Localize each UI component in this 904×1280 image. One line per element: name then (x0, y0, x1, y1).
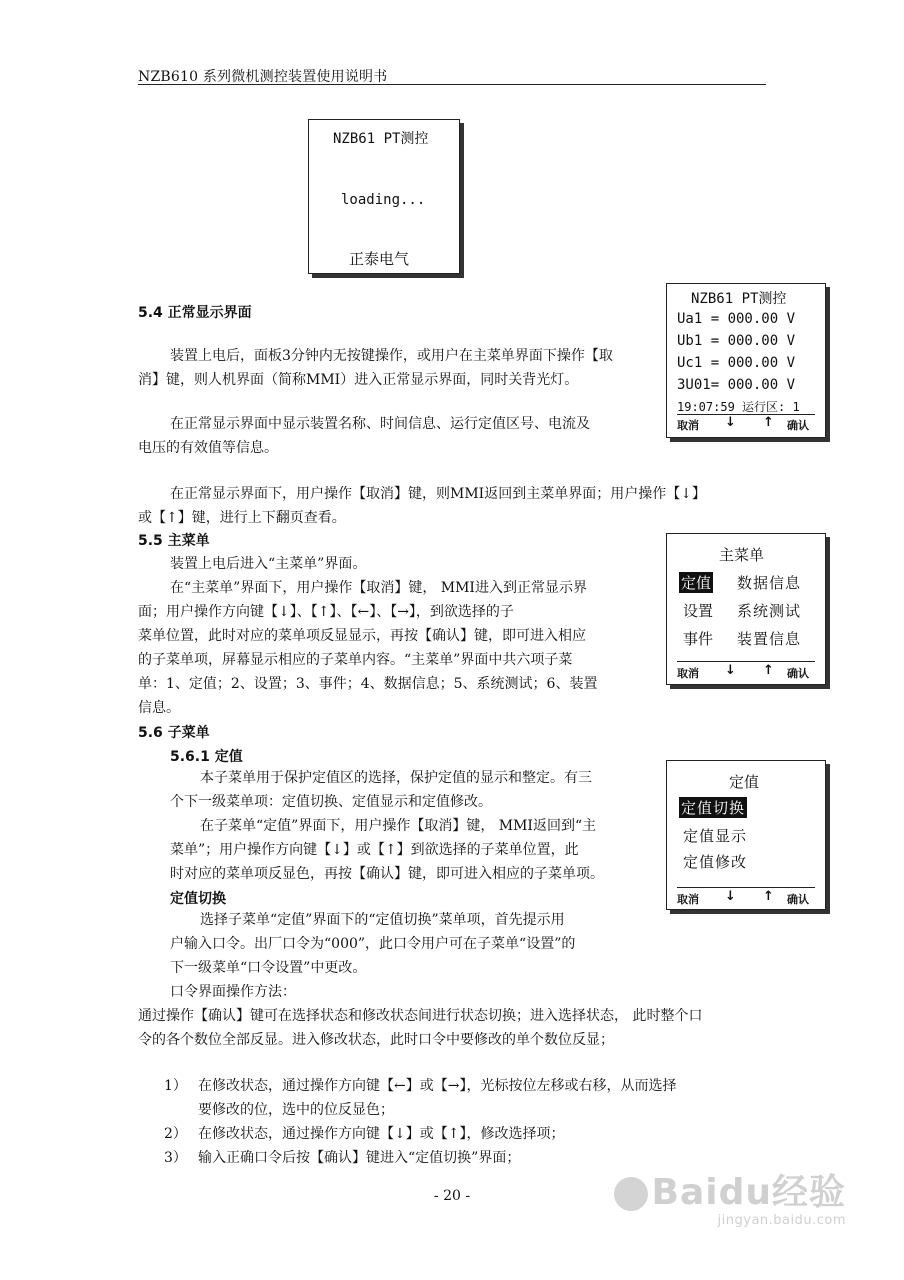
list-number-2: 2） (164, 1126, 187, 1142)
normal-footer-rule (677, 414, 815, 415)
normal-display-screen (666, 283, 826, 438)
watermark (614, 1164, 846, 1228)
s55-p2c: 菜单位置，此时对应的菜单项反显显示，再按【确认】键，即可进入相应 (138, 628, 586, 644)
s55-p2b: 面；用户操作方向键【↓】、【↑】、【←】、【→】，到欲选择的子 (138, 604, 514, 620)
document-header: NZB610 系列微机测控装置使用说明书 (138, 69, 388, 85)
heading-setting-switch: 定值切换 (170, 891, 226, 907)
s56-p4: 口令界面操作方法： (170, 984, 296, 1000)
normal-screen-title: NZB61 PT测控 (691, 291, 787, 307)
footer-cancel-label: 取消 (677, 893, 699, 906)
section-heading-5-5: 5.5 主菜单 (138, 533, 210, 549)
s55-p1: 装置上电后进入“主菜单”界面。 (170, 556, 367, 572)
boot-brand: 正泰电气 (349, 250, 410, 268)
s55-p2e: 单：1、定值；2、设置；3、事件；4、数据信息；5、系统测试；6、装置 (138, 676, 598, 692)
arrow-up-icon: ↑ (763, 663, 774, 678)
list-number-3: 3） (164, 1150, 187, 1166)
footer-confirm-label: 确认 (787, 667, 809, 680)
s56-p3c: 下一级菜单“口令设置”中更改。 (170, 960, 367, 976)
boot-screen (308, 119, 460, 274)
section-heading-5-4: 5.4 正常显示界面 (138, 305, 252, 321)
normal-row-3u01: 3U01= 000.00 V (677, 377, 796, 393)
setting-submenu-screen (666, 760, 826, 910)
setting-item-modify: 定值修改 (683, 853, 748, 871)
menu-item-data-info: 数据信息 (737, 574, 802, 592)
setting-item-display: 定值显示 (683, 827, 748, 845)
setting-screen-title: 定值 (729, 773, 760, 791)
s56-p3a: 选择子菜单“定值”界面下的“定值切换”菜单项，首先提示用 (200, 912, 565, 928)
s56-p3b: 户输入口令。出厂口令为“000”，此口令用户可在子菜单“设置”的 (170, 936, 576, 952)
header-rule (138, 84, 766, 85)
section-heading-5-6: 5.6 子菜单 (138, 725, 210, 741)
menu-item-config: 设置 (683, 602, 714, 620)
normal-row-ua1: Ua1 = 000.00 V (677, 311, 796, 327)
s56-p5b: 令的各个数位全部反显。进入修改状态，此时口令中要修改的单个数位反显； (138, 1032, 614, 1048)
s55-p2f: 信息。 (138, 700, 180, 716)
main-menu-screen (666, 533, 826, 685)
s56-p5a: 通过操作【确认】键可在选择状态和修改状态间进行状态切换；进入选择状态， 此时整个口 (138, 1008, 703, 1024)
main-menu-title: 主菜单 (719, 546, 765, 564)
s54-p1b: 消】键，则人机界面（简称MMI）进入正常显示界面，同时关背光灯。 (138, 372, 579, 388)
s56-p2b: 菜单”；用户操作方向键【↓】或【↑】到欲选择的子菜单位置，此 (170, 842, 579, 858)
normal-status-line: 19:07:59 运行区: 1 (677, 400, 800, 414)
arrow-up-icon: ↑ (763, 889, 774, 904)
s56-p2a: 在子菜单“定值”界面下，用户操作【取消】键， MMI返回到“主 (200, 818, 597, 834)
menu-item-events: 事件 (683, 630, 714, 648)
footer-confirm-label: 确认 (787, 419, 809, 432)
menu-item-device-info: 装置信息 (737, 630, 802, 648)
main-menu-footer-rule (677, 661, 815, 662)
list-number-1: 1） (164, 1078, 187, 1094)
footer-confirm-label: 确认 (787, 893, 809, 906)
paw-icon (614, 1177, 648, 1211)
s54-p2a: 在正常显示界面中显示装置名称、时间信息、运行定值区号、电流及 (170, 416, 590, 432)
section-heading-5-6-1: 5.6.1 定值 (170, 749, 243, 765)
s56-p1a: 本子菜单用于保护定值区的选择，保护定值的显示和整定。有三 (200, 770, 592, 786)
normal-row-uc1: Uc1 = 000.00 V (677, 355, 796, 371)
s56-p2c: 时对应的菜单项反显色，再按【确认】键，即可进入相应的子菜单项。 (170, 866, 604, 882)
setting-footer-rule (677, 887, 815, 888)
footer-cancel-label: 取消 (677, 419, 699, 432)
s55-p2d: 的子菜单项，屏幕显示相应的子菜单内容。“主菜单”界面中共六项子菜 (138, 652, 573, 668)
arrow-down-icon: ↓ (725, 663, 736, 678)
watermark-url: jingyan.baidu.com (717, 1213, 846, 1228)
s54-p1a: 装置上电后，面板3分钟内无按键操作，或用户在主菜单界面下操作【取 (170, 348, 613, 364)
s54-p3a: 在正常显示界面下，用户操作【取消】键，则MMI返回到主菜单界面；用户操作【↓】 (170, 486, 706, 502)
s56-p1b: 个下一级菜单项：定值切换、定值显示和定值修改。 (170, 794, 492, 810)
list-item-1-a: 在修改状态，通过操作方向键【←】或【→】，光标按位左移或右移，从而选择 (198, 1078, 677, 1094)
arrow-down-icon: ↓ (725, 889, 736, 904)
s54-p3b: 或【↑】键，进行上下翻页查看。 (138, 510, 346, 526)
footer-cancel-label: 取消 (677, 667, 699, 680)
boot-loading: loading... (341, 192, 426, 208)
normal-row-ub1: Ub1 = 000.00 V (677, 333, 796, 349)
list-item-1-b: 要修改的位，选中的位反显色； (198, 1102, 394, 1118)
s54-p2b: 电压的有效值等信息。 (138, 440, 278, 456)
page-number: - 20 - (433, 1188, 471, 1204)
list-item-3-a: 输入正确口令后按【确认】键进入“定值切换”界面； (198, 1150, 521, 1166)
list-item-2-a: 在修改状态，通过操作方向键【↓】或【↑】，修改选择项； (198, 1126, 565, 1142)
arrow-down-icon: ↓ (725, 415, 736, 430)
s55-p2a: 在“主菜单”界面下，用户操作【取消】键， MMI进入到正常显示界 (170, 580, 587, 596)
arrow-up-icon: ↑ (763, 415, 774, 430)
boot-title: NZB61 PT测控 (333, 131, 429, 147)
menu-item-setting-selected: 定值 (681, 574, 712, 592)
watermark-logo: Baidu经验 (614, 1164, 846, 1215)
menu-item-system-test: 系统测试 (737, 602, 802, 620)
setting-item-switch-selected: 定值切换 (681, 799, 746, 817)
